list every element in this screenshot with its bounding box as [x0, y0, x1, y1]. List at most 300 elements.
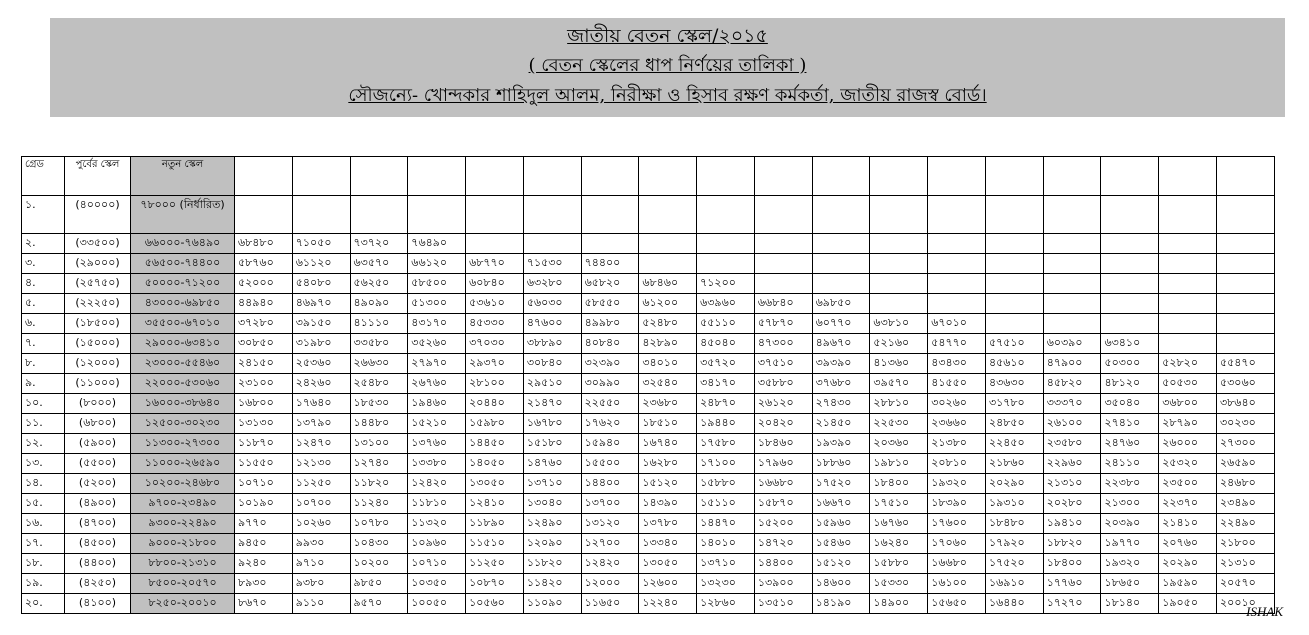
- header-step-cell: [1159, 157, 1217, 196]
- prev-scale-cell: (৪০০০০): [65, 196, 131, 234]
- header-grade: গ্রেড: [22, 157, 65, 196]
- step-cell: ৪৩৪৩০: [928, 354, 986, 374]
- header-step-cell: [928, 157, 986, 196]
- header-step-cell: [1217, 157, 1275, 196]
- step-cell: ৬৩৯৬০: [697, 294, 755, 314]
- step-cell: ১৩৫১০: [754, 594, 812, 614]
- step-cell: ৪৭৯০০: [1043, 354, 1101, 374]
- new-scale-cell: ৮২৫০-২০০১০: [131, 594, 235, 614]
- step-cell: ২৮১০০: [466, 374, 524, 394]
- step-cell: ২৬৭৬০: [408, 374, 466, 394]
- step-cell: ১৮১৪০: [1101, 594, 1159, 614]
- step-cell: [466, 234, 524, 254]
- step-cell: ৯৫৭০: [350, 594, 408, 614]
- step-cell: [1217, 334, 1275, 354]
- step-cell: ১৮৪৮০: [985, 514, 1043, 534]
- step-cell: ১২৭০০: [581, 534, 639, 554]
- step-cell: [870, 196, 928, 234]
- step-cell: ১৫৫০০: [581, 454, 639, 474]
- step-cell: ১৮৪৬০: [754, 434, 812, 454]
- step-cell: [1043, 254, 1101, 274]
- step-cell: [639, 196, 697, 234]
- step-cell: ২৩১০০: [235, 374, 293, 394]
- step-cell: ২৭৪১০: [1101, 414, 1159, 434]
- new-scale-cell: ৮৮০০-২১৩১০: [131, 554, 235, 574]
- step-cell: ৩৫৮৮০: [754, 374, 812, 394]
- step-cell: ১৪০১০: [697, 534, 755, 554]
- step-cell: ২৪৬৮০: [1217, 474, 1275, 494]
- step-cell: ৩২৩৯০: [581, 354, 639, 374]
- step-cell: [1159, 196, 1217, 234]
- step-cell: ১৩১০০: [350, 434, 408, 454]
- step-cell: ১৭৯৬০: [754, 454, 812, 474]
- step-cell: [754, 254, 812, 274]
- step-cell: ৯৩৮০: [292, 574, 350, 594]
- step-cell: ৫৩৬১০: [466, 294, 524, 314]
- step-cell: ২৪৮৭০: [697, 394, 755, 414]
- table-row: [22, 594, 1275, 614]
- step-cell: [1159, 294, 1217, 314]
- signature: ISHAK: [1246, 604, 1283, 619]
- step-cell: ১৭৬৪০: [292, 394, 350, 414]
- grade-cell: ৯.: [22, 374, 65, 394]
- grade-cell: ৭.: [22, 334, 65, 354]
- prev-scale-cell: (৫২০০): [65, 474, 131, 494]
- step-cell: [1159, 334, 1217, 354]
- step-cell: ২৮৮১০: [870, 394, 928, 414]
- step-cell: ১১০৯০: [523, 594, 581, 614]
- step-cell: [523, 234, 581, 254]
- new-scale-cell: ৯৭০০-২৩৪৯০: [131, 494, 235, 514]
- step-cell: [697, 234, 755, 254]
- header-step-cell: [870, 157, 928, 196]
- table-row: [22, 196, 1275, 234]
- document-title: জাতীয় বেতন স্কেল/২০১৫: [567, 25, 768, 47]
- new-scale-cell: ৫৬৫০০-৭৪৪০০: [131, 254, 235, 274]
- prev-scale-cell: (১২০০০): [65, 354, 131, 374]
- step-cell: ২০০১০: [1217, 594, 1275, 614]
- step-cell: [1101, 294, 1159, 314]
- step-cell: ১৬১০০: [928, 574, 986, 594]
- step-cell: [754, 274, 812, 294]
- step-cell: ৭১৫৩০: [523, 254, 581, 274]
- prev-scale-cell: (৫৯০০): [65, 434, 131, 454]
- step-cell: ১৩৭১০: [697, 554, 755, 574]
- step-cell: ১৬৬৮০: [754, 474, 812, 494]
- step-cell: ১৯৭৭০: [1101, 534, 1159, 554]
- step-cell: ১০৭১০: [408, 554, 466, 574]
- header-new-scale: নতুন স্কেল: [131, 157, 235, 196]
- header-step-cell: [1043, 157, 1101, 196]
- step-cell: ১১৮৯০: [466, 514, 524, 534]
- step-cell: ৫০৫৩০: [1159, 374, 1217, 394]
- step-cell: ১৫৮৮০: [870, 554, 928, 574]
- step-cell: ১৭১০০: [697, 454, 755, 474]
- step-cell: ২১৪১০: [1159, 514, 1217, 534]
- step-cell: ৪৭৬০০: [523, 314, 581, 334]
- step-cell: ১৯৩৯০: [812, 434, 870, 454]
- step-cell: [985, 196, 1043, 234]
- step-cell: ৪৫৮২০: [1043, 374, 1101, 394]
- step-cell: ৪৩১৭০: [408, 314, 466, 334]
- step-cell: ১১৮২০: [523, 554, 581, 574]
- step-cell: ২১৩৮০: [928, 434, 986, 454]
- step-cell: ৪৬৯৭০: [292, 294, 350, 314]
- step-cell: ৫৮৫৫০: [581, 294, 639, 314]
- step-cell: ২০৭৬০: [1159, 534, 1217, 554]
- step-cell: ১৬৭৪০: [639, 434, 697, 454]
- grade-cell: ৩.: [22, 254, 65, 274]
- step-cell: ১৫১৮০: [523, 434, 581, 454]
- step-cell: [581, 234, 639, 254]
- step-cell: ৩২৫৪০: [639, 374, 697, 394]
- grade-cell: ১২.: [22, 434, 65, 454]
- step-cell: ৪৯০৯০: [350, 294, 408, 314]
- step-cell: ৫২৪৮০: [639, 314, 697, 334]
- step-cell: ৩৮৬৪০: [1217, 394, 1275, 414]
- step-cell: ১৭৫২০: [812, 474, 870, 494]
- step-cell: [639, 234, 697, 254]
- step-cell: ২১৪৭০: [523, 394, 581, 414]
- step-cell: [1101, 274, 1159, 294]
- step-cell: ৯৮৫০: [350, 574, 408, 594]
- step-cell: ১৮৪০০: [1043, 554, 1101, 574]
- step-cell: ১২৮৬০: [697, 594, 755, 614]
- step-cell: [523, 196, 581, 234]
- pay-scale-table: [21, 156, 1275, 614]
- prev-scale-cell: (৩৩৫০০): [65, 234, 131, 254]
- step-cell: [812, 274, 870, 294]
- header-step-cell: [639, 157, 697, 196]
- step-cell: ৭৪৪০০: [581, 254, 639, 274]
- step-cell: [1101, 254, 1159, 274]
- step-cell: ৩৭৫১০: [754, 354, 812, 374]
- step-cell: ৪৪৯৪০: [235, 294, 293, 314]
- step-cell: [1217, 196, 1275, 234]
- step-cell: ১৩৭৮০: [639, 514, 697, 534]
- step-cell: ১৮৮৬০: [812, 454, 870, 474]
- step-cell: ১৮৬৫০: [1101, 574, 1159, 594]
- step-cell: ১১৩২০: [408, 514, 466, 534]
- step-cell: ৬৮৪৬০: [639, 274, 697, 294]
- step-cell: ১১২৫০: [292, 474, 350, 494]
- step-cell: ১৭৬০০: [928, 514, 986, 534]
- step-cell: ৭৬৪৯০: [408, 234, 466, 254]
- step-cell: ১১৪২০: [523, 574, 581, 594]
- header-step-cell: [812, 157, 870, 196]
- step-cell: ১০২৬০: [292, 514, 350, 534]
- step-cell: ১২৪৯০: [523, 514, 581, 534]
- step-cell: ৪৯৯৮০: [581, 314, 639, 334]
- new-scale-cell: ৭৮০০০ (নির্ধারিত): [131, 196, 235, 234]
- grade-cell: ১১.: [22, 414, 65, 434]
- step-cell: ৩৯৩৯০: [812, 354, 870, 374]
- table-row: [22, 374, 1275, 394]
- step-cell: ৪১১১০: [350, 314, 408, 334]
- step-cell: ১১৮১০: [408, 494, 466, 514]
- grade-cell: ১৭.: [22, 534, 65, 554]
- step-cell: ৪৭৩০০: [754, 334, 812, 354]
- step-cell: [928, 196, 986, 234]
- step-cell: [350, 196, 408, 234]
- new-scale-cell: ২৩০০০-৫৫৪৬০: [131, 354, 235, 374]
- step-cell: ১৮৪০০: [870, 474, 928, 494]
- new-scale-cell: ৫০০০০-৭১২০০: [131, 274, 235, 294]
- table-row: [22, 334, 1275, 354]
- step-cell: [1043, 234, 1101, 254]
- step-cell: ২৩৫৮০: [1043, 434, 1101, 454]
- step-cell: [235, 196, 293, 234]
- header-step-cell: [408, 157, 466, 196]
- step-cell: ২০২৯০: [985, 474, 1043, 494]
- prev-scale-cell: (৫৫০০): [65, 454, 131, 474]
- step-cell: ১৬৮০০: [235, 394, 293, 414]
- step-cell: ২১৪৫০: [812, 414, 870, 434]
- step-cell: ২০২৮০: [1043, 494, 1101, 514]
- new-scale-cell: ৯৩০০-২২৪৯০: [131, 514, 235, 534]
- step-cell: ১৩০৫০: [466, 474, 524, 494]
- step-cell: [1159, 234, 1217, 254]
- step-cell: ২৪৭৬০: [1101, 434, 1159, 454]
- step-cell: [985, 234, 1043, 254]
- step-cell: [1043, 294, 1101, 314]
- step-cell: ৬৭০১০: [928, 314, 986, 334]
- step-cell: ১৩৭০০: [581, 494, 639, 514]
- step-cell: ৪৫৩৩০: [466, 314, 524, 334]
- step-cell: ১৫২১০: [408, 414, 466, 434]
- step-cell: ১০৮৭০: [466, 574, 524, 594]
- step-cell: ৪১৩৬০: [870, 354, 928, 374]
- step-cell: ২৪২৬০: [292, 374, 350, 394]
- new-scale-cell: ১৬০০০-৩৮৬৪০: [131, 394, 235, 414]
- step-cell: ১৭০৬০: [928, 534, 986, 554]
- new-scale-cell: ১০২০০-২৪৬৮০: [131, 474, 235, 494]
- header-step-cell: [350, 157, 408, 196]
- step-cell: ৫৫৪৭০: [1217, 354, 1275, 374]
- grade-cell: ১৬.: [22, 514, 65, 534]
- step-cell: [985, 254, 1043, 274]
- step-cell: ১৪৪৭০: [697, 514, 755, 534]
- step-cell: ৫১৩০০: [408, 294, 466, 314]
- step-cell: ১৯০৫০: [1159, 594, 1217, 614]
- step-cell: ১২০৯০: [523, 534, 581, 554]
- new-scale-cell: ২৯০০০-৬৩৪১০: [131, 334, 235, 354]
- step-cell: ১১৫৫০: [235, 454, 293, 474]
- step-cell: ১০৭১০: [235, 474, 293, 494]
- step-cell: ৩৩৫৮০: [350, 334, 408, 354]
- new-scale-cell: ৩৫৫০০-৬৭০১০: [131, 314, 235, 334]
- step-cell: ২৫৩২০: [1159, 454, 1217, 474]
- step-cell: [292, 196, 350, 234]
- table-row: [22, 414, 1275, 434]
- step-cell: ২৩৬৬০: [928, 414, 986, 434]
- step-cell: [1159, 274, 1217, 294]
- prev-scale-cell: (৪৭০০): [65, 514, 131, 534]
- prev-scale-cell: (২২২৫০): [65, 294, 131, 314]
- step-cell: ৯৭১০: [292, 554, 350, 574]
- step-cell: ১৩০৫০: [639, 554, 697, 574]
- step-cell: [408, 196, 466, 234]
- step-cell: ৬০৮৪০: [466, 274, 524, 294]
- step-cell: ৫২০০০: [235, 274, 293, 294]
- step-cell: ৩৭৬৮০: [812, 374, 870, 394]
- step-cell: ১৭৫১০: [870, 494, 928, 514]
- step-cell: ২২৫৫০: [581, 394, 639, 414]
- step-cell: ২৪১৫০: [235, 354, 293, 374]
- step-cell: ৮৬৭০: [235, 594, 293, 614]
- header-step-cell: [523, 157, 581, 196]
- step-cell: ২৯৫১০: [523, 374, 581, 394]
- step-cell: ১৬২৪০: [870, 534, 928, 554]
- step-cell: [928, 274, 986, 294]
- new-scale-cell: ১১৩০০-২৭৩০০: [131, 434, 235, 454]
- prev-scale-cell: (২৫৭৫০): [65, 274, 131, 294]
- step-cell: ১৫৩৩০: [870, 574, 928, 594]
- step-cell: ২১৩১০: [1043, 474, 1101, 494]
- step-cell: ৩৯১৫০: [292, 314, 350, 334]
- step-cell: ৩০২৩০: [1217, 414, 1275, 434]
- step-cell: ২৯৩৭০: [466, 354, 524, 374]
- step-cell: ৩০২৬০: [928, 394, 986, 414]
- step-cell: ৬৬৮৪০: [754, 294, 812, 314]
- grade-cell: ৫.: [22, 294, 65, 314]
- grade-cell: ১৯.: [22, 574, 65, 594]
- grade-cell: ৮.: [22, 354, 65, 374]
- step-cell: ১০৭০০: [292, 494, 350, 514]
- table-row: [22, 514, 1275, 534]
- step-cell: ২৪৮৫০: [985, 414, 1043, 434]
- step-cell: ৪৫০৪০: [697, 334, 755, 354]
- step-cell: [754, 196, 812, 234]
- new-scale-cell: ৯০০০-২১৮০০: [131, 534, 235, 554]
- step-cell: ১০৯৬০: [408, 534, 466, 554]
- header-step-cell: [292, 157, 350, 196]
- step-cell: ১০৩৫০: [408, 574, 466, 594]
- step-cell: ৪৮১২০: [1101, 374, 1159, 394]
- step-cell: ২২৯৬০: [1043, 454, 1101, 474]
- new-scale-cell: ৬৬০০০-৭৬৪৯০: [131, 234, 235, 254]
- step-cell: [812, 254, 870, 274]
- step-cell: [1217, 274, 1275, 294]
- step-cell: ১১৮৭০: [235, 434, 293, 454]
- header-step-cell: [466, 157, 524, 196]
- step-cell: ১৪১৯০: [812, 594, 870, 614]
- step-cell: ২৬১০০: [1043, 414, 1101, 434]
- step-cell: ২৪১১০: [1101, 454, 1159, 474]
- step-cell: ৫৫১১০: [697, 314, 755, 334]
- grade-cell: ১৮.: [22, 554, 65, 574]
- table-row: [22, 394, 1275, 414]
- header-step-cell: [754, 157, 812, 196]
- step-cell: ১১৬৫০: [581, 594, 639, 614]
- step-cell: ১৮৩৯০: [928, 494, 986, 514]
- step-cell: ১৭৫২০: [985, 554, 1043, 574]
- step-cell: ১৭২৭০: [1043, 594, 1101, 614]
- step-cell: ১৪০৫০: [466, 454, 524, 474]
- step-cell: ৫৩০৬০: [1217, 374, 1275, 394]
- step-cell: ৭১০৫০: [292, 234, 350, 254]
- credit-line: সৌজন্যে- খোন্দকার শাহিদুল আলম, নিরীক্ষা ও হিসাব রক্ষণ কর্মকর্তা, জাতীয় রাজস্ব বোর্ড।: [348, 85, 987, 106]
- step-cell: ১২৪২০: [581, 554, 639, 574]
- step-cell: [639, 254, 697, 274]
- step-cell: ১৬৪৪০: [985, 594, 1043, 614]
- prev-scale-cell: (২৯০০০): [65, 254, 131, 274]
- step-cell: ২১৮৬০: [985, 454, 1043, 474]
- step-cell: ১১৮২০: [350, 474, 408, 494]
- step-cell: ৪৫৬১০: [985, 354, 1043, 374]
- table-row: [22, 554, 1275, 574]
- header-step-cell: [581, 157, 639, 196]
- step-cell: ১০৪৩০: [350, 534, 408, 554]
- step-cell: [812, 234, 870, 254]
- step-cell: ১৪৪৮০: [350, 414, 408, 434]
- step-cell: ২৮৭৯০: [1159, 414, 1217, 434]
- step-cell: ৯৪৫০: [235, 534, 293, 554]
- grade-cell: ৪.: [22, 274, 65, 294]
- step-cell: ৬৯৮৫০: [812, 294, 870, 314]
- prev-scale-cell: (৪৪০০): [65, 554, 131, 574]
- step-cell: ৪১৫৫০: [928, 374, 986, 394]
- step-cell: ৭১২০০: [697, 274, 755, 294]
- step-cell: [697, 254, 755, 274]
- step-cell: ২৩৫০০: [1159, 474, 1217, 494]
- prev-scale-cell: (৪১০০): [65, 594, 131, 614]
- step-cell: ২০৮১০: [928, 454, 986, 474]
- step-cell: ১৯৩২০: [1101, 554, 1159, 574]
- table-row: [22, 474, 1275, 494]
- step-cell: ১৯৮১০: [870, 454, 928, 474]
- step-cell: ১৫১২০: [639, 474, 697, 494]
- step-cell: ২১৩১০: [1217, 554, 1275, 574]
- grade-cell: ১৪.: [22, 474, 65, 494]
- step-cell: ৬৮৭৭০: [466, 254, 524, 274]
- step-cell: ২০৩৬০: [870, 434, 928, 454]
- step-cell: [1159, 254, 1217, 274]
- step-cell: ১৫৬৫০: [928, 594, 986, 614]
- step-cell: ২০২৯০: [1159, 554, 1217, 574]
- step-cell: ১৩১৩০: [235, 414, 293, 434]
- step-cell: ৬৫৮২০: [581, 274, 639, 294]
- step-cell: ৩৬৮০০: [1159, 394, 1217, 414]
- step-cell: ১২৪১০: [466, 494, 524, 514]
- table-row: [22, 434, 1275, 454]
- step-cell: ৬৩২৮০: [523, 274, 581, 294]
- step-cell: [466, 196, 524, 234]
- step-cell: [581, 196, 639, 234]
- new-scale-cell: ২২০০০-৫৩০৬০: [131, 374, 235, 394]
- step-cell: [985, 274, 1043, 294]
- step-cell: ১৫৯৪০: [581, 434, 639, 454]
- step-cell: ১৬২৮০: [639, 454, 697, 474]
- step-cell: ২৬১২০: [754, 394, 812, 414]
- step-cell: ১৯৫৯০: [1159, 574, 1217, 594]
- step-cell: ১৯৪৪০: [697, 414, 755, 434]
- step-cell: [928, 294, 986, 314]
- table-row: [22, 314, 1275, 334]
- step-cell: [1043, 196, 1101, 234]
- table-row: [22, 354, 1275, 374]
- step-cell: [985, 314, 1043, 334]
- step-cell: [697, 196, 755, 234]
- step-cell: ৫০৩০০: [1101, 354, 1159, 374]
- step-cell: ১৮৫১০: [639, 414, 697, 434]
- step-cell: ৮৯৩০: [235, 574, 293, 594]
- step-cell: [870, 234, 928, 254]
- step-cell: ১৬৭৮০: [523, 414, 581, 434]
- step-cell: ২২৪৫০: [985, 434, 1043, 454]
- step-cell: ৩১৯৮০: [292, 334, 350, 354]
- document-subtitle: ( বেতন স্কেলের ধাপ নির্ণয়ের তালিকা ): [528, 55, 807, 76]
